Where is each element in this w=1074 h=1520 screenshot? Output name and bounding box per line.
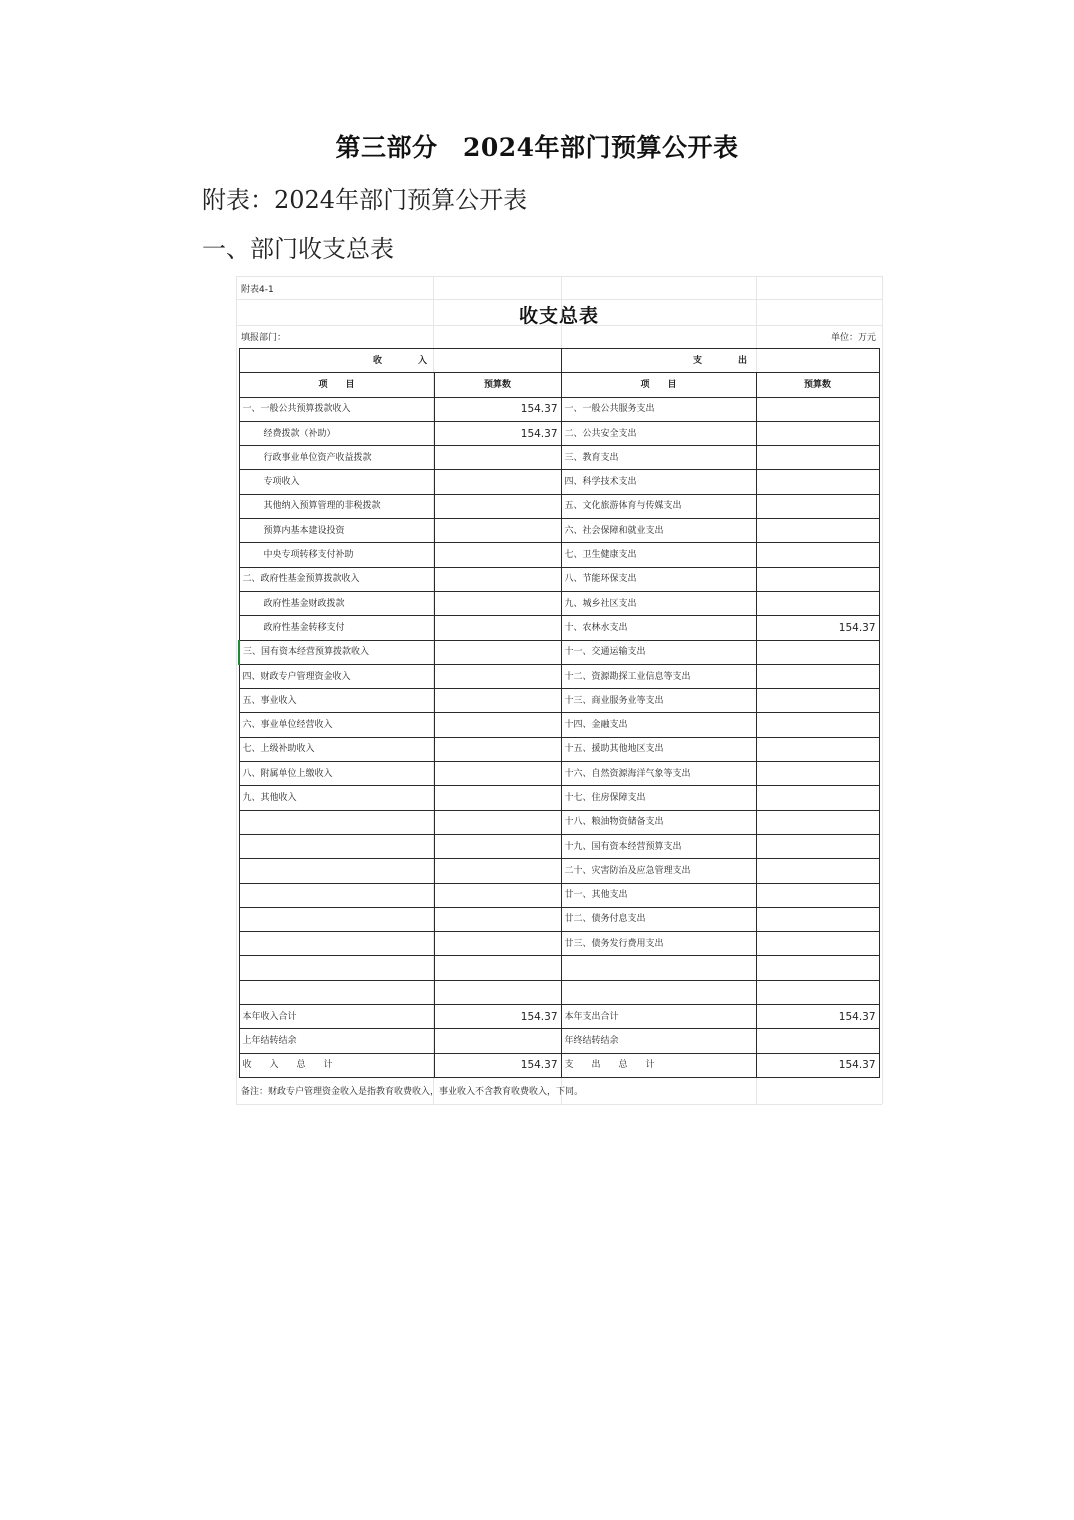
income-value-cell: 154.37 [434, 397, 561, 421]
table-row [239, 397, 879, 421]
expense-value-cell [756, 591, 879, 615]
expense-item-cell [561, 980, 756, 1004]
income-item-cell: 五、事业收入 [239, 689, 434, 713]
expense-item-cell: 廿二、债务付息支出 [561, 907, 756, 931]
expense-item-cell: 八、节能环保支出 [561, 567, 756, 591]
table-row [239, 616, 879, 640]
income-item-cell [239, 810, 434, 834]
expense-item-cell: 支 出 总 计 [561, 1053, 756, 1077]
expense-item-cell: 十一、交通运输支出 [561, 640, 756, 664]
income-item-cell: 七、上级补助收入 [239, 737, 434, 761]
table-subheader-row [239, 373, 879, 397]
table-row [239, 713, 879, 737]
income-header: 收 入 [239, 349, 561, 373]
income-item-cell: 三、国有资本经营预算拨款收入 [239, 640, 434, 664]
income-value-cell [434, 567, 561, 591]
expense-value-cell [756, 859, 879, 883]
expense-item-cell: 九、城乡社区支出 [561, 591, 756, 615]
gridline [236, 276, 882, 277]
income-value-cell [434, 543, 561, 567]
table-row [239, 567, 879, 591]
table-row [239, 907, 879, 931]
income-value-cell: 154.37 [434, 1005, 561, 1029]
income-item-header: 项 目 [239, 373, 434, 397]
expense-header: 支 出 [561, 349, 879, 373]
expense-item-cell: 十二、资源勘探工业信息等支出 [561, 664, 756, 688]
document-title: 第三部分 2024年部门预算公开表 [335, 133, 739, 162]
income-item-cell: 中央专项转移支付补助 [239, 543, 434, 567]
expense-value-cell: 154.37 [756, 616, 879, 640]
expense-item-cell: 三、教育支出 [561, 446, 756, 470]
expense-value-cell [756, 640, 879, 664]
expense-value-cell [756, 543, 879, 567]
table-row [239, 834, 879, 858]
income-budget-header: 预算数 [434, 373, 561, 397]
expense-value-cell [756, 470, 879, 494]
table-row [239, 446, 879, 470]
expense-item-cell: 廿一、其他支出 [561, 883, 756, 907]
table-row [239, 470, 879, 494]
expense-value-cell [756, 810, 879, 834]
spreadsheet-image [236, 276, 884, 1106]
table-row [239, 543, 879, 567]
expense-value-cell [756, 956, 879, 980]
table-row [239, 859, 879, 883]
income-value-cell [434, 616, 561, 640]
unit-label: 单位：万元 [830, 333, 876, 343]
income-value-cell [434, 859, 561, 883]
expense-value-cell [756, 883, 879, 907]
income-item-cell: 政府性基金财政拨款 [239, 591, 434, 615]
expense-value-cell [756, 519, 879, 543]
table-row [239, 737, 879, 761]
budget-table [238, 348, 880, 1078]
table-row [239, 956, 879, 980]
expense-item-cell: 二、公共安全支出 [561, 421, 756, 445]
fill-dept-label: 填报部门： [241, 333, 287, 343]
expense-value-cell [756, 932, 879, 956]
income-value-cell: 154.37 [434, 421, 561, 445]
table-header-row [239, 349, 879, 373]
table-row [239, 689, 879, 713]
sheet-label: 附表4-1 [241, 285, 274, 295]
appendix-heading: 附表：2024年部门预算公开表 [202, 186, 528, 214]
expense-item-cell: 廿三、债务发行费用支出 [561, 932, 756, 956]
table-row [239, 664, 879, 688]
income-value-cell [434, 640, 561, 664]
table-row [239, 810, 879, 834]
income-value-cell: 154.37 [434, 1053, 561, 1077]
expense-value-cell [756, 762, 879, 786]
income-value-cell [434, 519, 561, 543]
expense-item-cell: 十三、商业服务业等支出 [561, 689, 756, 713]
expense-item-cell [561, 956, 756, 980]
income-item-cell: 行政事业单位资产收益拨款 [239, 446, 434, 470]
expense-item-cell: 七、卫生健康支出 [561, 543, 756, 567]
income-item-cell: 专项收入 [239, 470, 434, 494]
income-item-cell: 预算内基本建设投资 [239, 519, 434, 543]
income-item-cell [239, 956, 434, 980]
expense-value-cell [756, 567, 879, 591]
income-item-cell: 上年结转结余 [239, 1029, 434, 1053]
income-item-cell [239, 883, 434, 907]
expense-value-cell [756, 980, 879, 1004]
table-row [239, 519, 879, 543]
expense-value-cell [756, 397, 879, 421]
income-value-cell [434, 494, 561, 518]
table-row [239, 932, 879, 956]
income-value-cell [434, 591, 561, 615]
expense-value-cell [756, 689, 879, 713]
expense-item-cell: 十八、粮油物资储备支出 [561, 810, 756, 834]
income-value-cell [434, 664, 561, 688]
expense-item-cell: 十四、金融支出 [561, 713, 756, 737]
income-value-cell [434, 907, 561, 931]
income-value-cell [434, 834, 561, 858]
expense-budget-header: 预算数 [756, 373, 879, 397]
income-item-cell: 政府性基金转移支付 [239, 616, 434, 640]
expense-item-cell: 十、农林水支出 [561, 616, 756, 640]
expense-value-cell [756, 834, 879, 858]
income-value-cell [434, 810, 561, 834]
income-item-cell [239, 907, 434, 931]
income-item-cell: 二、政府性基金预算拨款收入 [239, 567, 434, 591]
income-value-cell [434, 762, 561, 786]
income-value-cell [434, 980, 561, 1004]
income-value-cell [434, 786, 561, 810]
income-item-cell [239, 859, 434, 883]
table-row [239, 762, 879, 786]
expense-value-cell [756, 713, 879, 737]
income-item-cell: 经费拨款（补助） [239, 421, 434, 445]
sheet-title: 收支总表 [518, 305, 599, 327]
income-item-cell: 六、事业单位经营收入 [239, 713, 434, 737]
table-row [239, 494, 879, 518]
table-row [239, 1053, 879, 1077]
table-row [239, 980, 879, 1004]
income-item-cell: 四、财政专户管理资金收入 [239, 664, 434, 688]
income-value-cell [434, 689, 561, 713]
expense-item-cell: 十七、住房保障支出 [561, 786, 756, 810]
income-item-cell: 九、其他收入 [239, 786, 434, 810]
income-item-cell [239, 932, 434, 956]
expense-item-cell: 四、科学技术支出 [561, 470, 756, 494]
income-item-cell [239, 980, 434, 1004]
income-value-cell [434, 956, 561, 980]
expense-item-cell: 年终结转结余 [561, 1029, 756, 1053]
income-value-cell [434, 1029, 561, 1053]
income-value-cell [434, 713, 561, 737]
expense-value-cell [756, 664, 879, 688]
expense-value-cell [756, 494, 879, 518]
expense-item-cell: 十九、国有资本经营预算支出 [561, 834, 756, 858]
table-row [239, 1029, 879, 1053]
table-row [239, 883, 879, 907]
table-row [239, 1005, 879, 1029]
expense-item-cell: 二十、灾害防治及应急管理支出 [561, 859, 756, 883]
expense-value-cell [756, 1029, 879, 1053]
expense-value-cell: 154.37 [756, 1053, 879, 1077]
expense-item-cell: 五、文化旅游体育与传媒支出 [561, 494, 756, 518]
table-row [239, 591, 879, 615]
expense-item-cell: 一、一般公共服务支出 [561, 397, 756, 421]
income-item-cell: 一、一般公共预算拨款收入 [239, 397, 434, 421]
gridline [236, 276, 237, 1104]
income-value-cell [434, 737, 561, 761]
expense-value-cell [756, 421, 879, 445]
income-item-cell: 八、附属单位上缴收入 [239, 762, 434, 786]
expense-item-header: 项 目 [561, 373, 756, 397]
expense-value-cell [756, 786, 879, 810]
income-item-cell: 本年收入合计 [239, 1005, 434, 1029]
income-value-cell [434, 446, 561, 470]
expense-item-cell: 十六、自然资源海洋气象等支出 [561, 762, 756, 786]
gridline [882, 276, 883, 1104]
expense-value-cell [756, 446, 879, 470]
table-row [239, 640, 879, 664]
income-item-cell: 收 入 总 计 [239, 1053, 434, 1077]
table-row [239, 421, 879, 445]
income-value-cell [434, 932, 561, 956]
income-item-cell: 其他纳入预算管理的非税拨款 [239, 494, 434, 518]
table-row [239, 786, 879, 810]
gridline [236, 1104, 882, 1105]
table-note: 备注：财政专户管理资金收入是指教育收费收入，事业收入不含教育收费收入，下同。 [241, 1087, 584, 1097]
expense-item-cell: 六、社会保障和就业支出 [561, 519, 756, 543]
expense-item-cell: 十五、援助其他地区支出 [561, 737, 756, 761]
income-item-cell [239, 834, 434, 858]
section-heading: 一、部门收支总表 [202, 235, 394, 263]
income-value-cell [434, 883, 561, 907]
expense-item-cell: 本年支出合计 [561, 1005, 756, 1029]
expense-value-cell [756, 737, 879, 761]
income-value-cell [434, 470, 561, 494]
expense-value-cell: 154.37 [756, 1005, 879, 1029]
expense-value-cell [756, 907, 879, 931]
gridline [236, 299, 882, 300]
